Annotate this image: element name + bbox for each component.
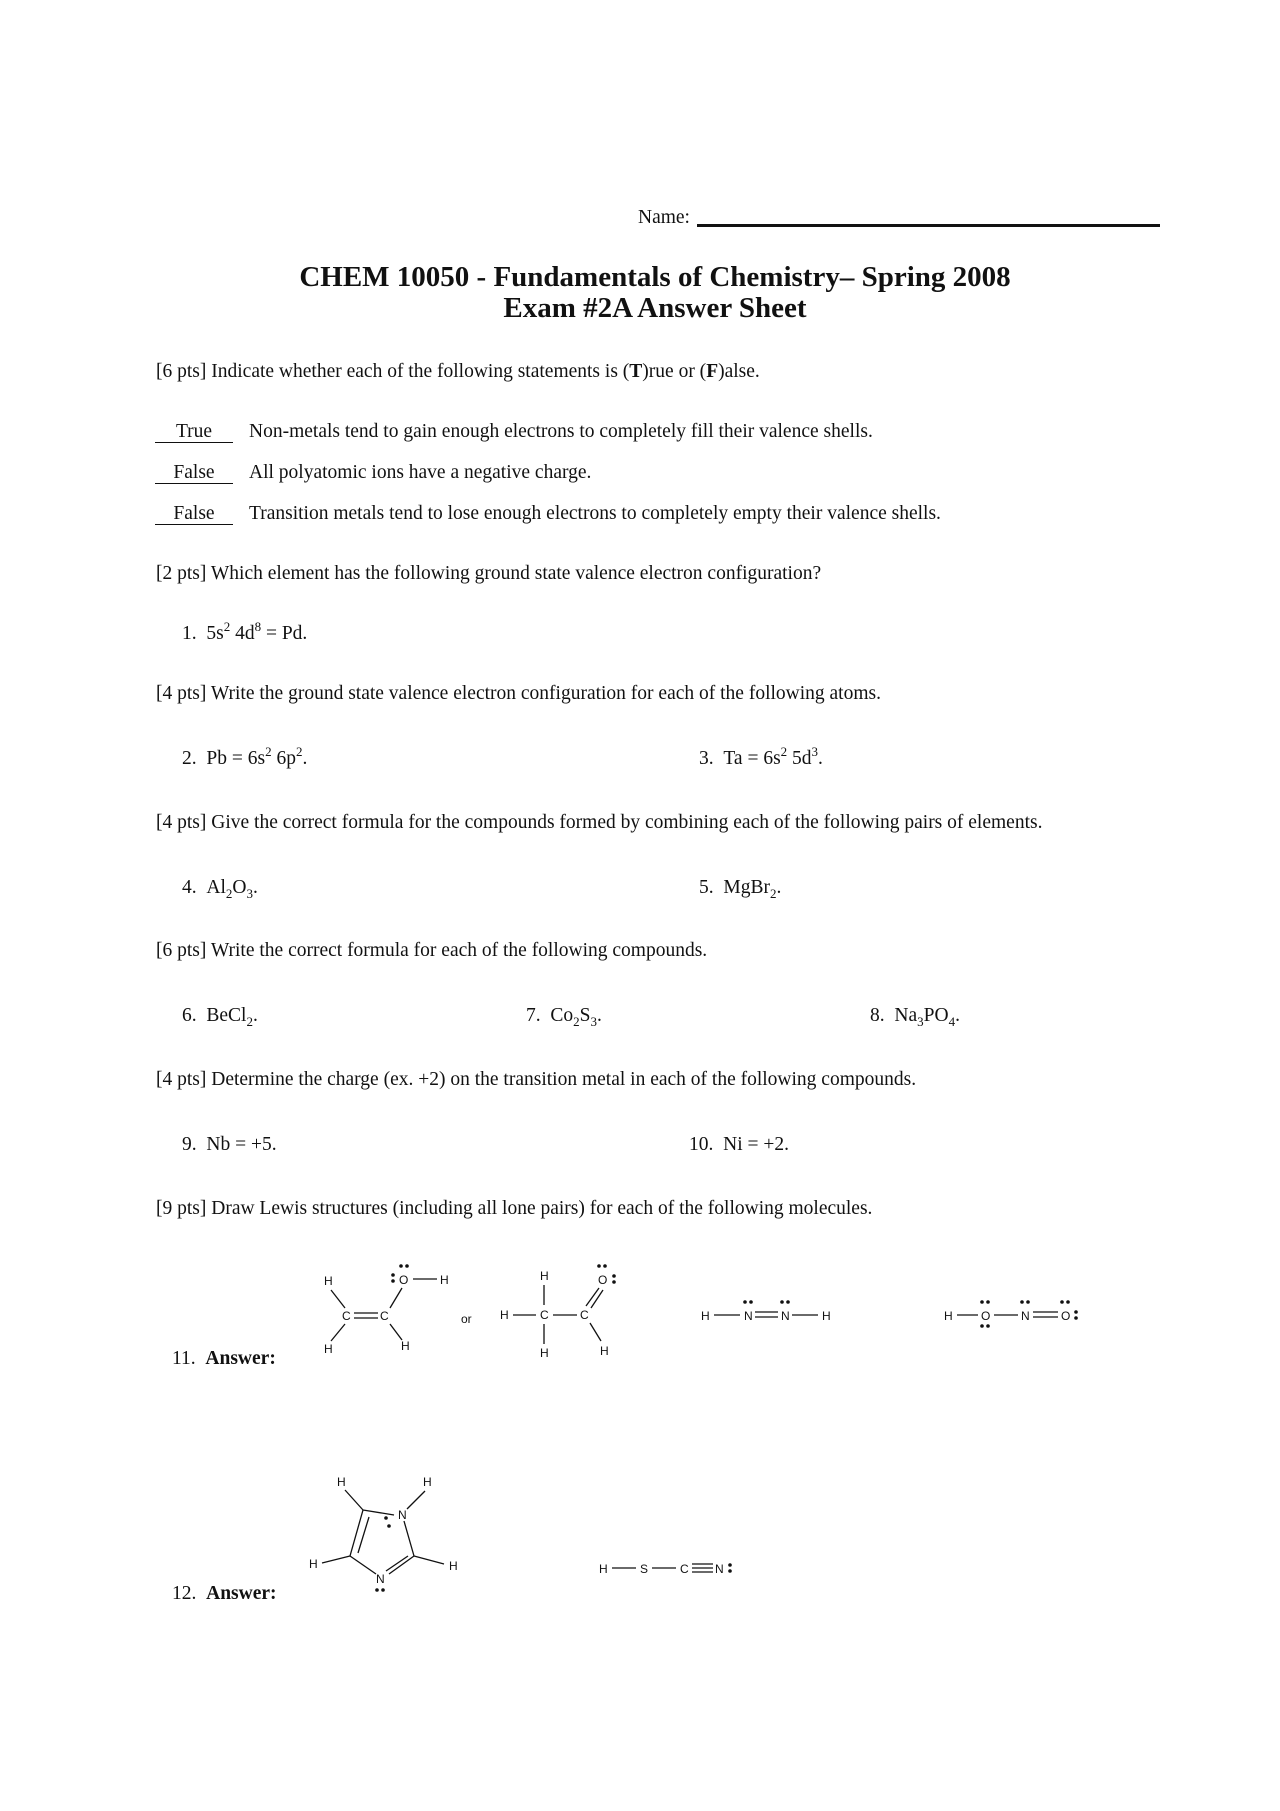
lewis-imidazole — [309, 1475, 458, 1592]
exam-title: CHEM 10050 - Fundamentals of Chemistry– Spring 2008 — [299, 261, 1011, 293]
q12-label: 12. Answer: — [172, 1583, 277, 1604]
tf-statement-1: Non-metals tend to gain enough electrons to completely fill their valence shells. — [249, 421, 873, 442]
tf-statement-3: Transition metals tend to lose enough electrons to completely empty their valence shells. — [249, 503, 941, 524]
lewis-diazene — [701, 1300, 831, 1323]
atom-label: H — [449, 1559, 458, 1573]
answer-5: 5. MgBr$_2$. — [699, 877, 782, 901]
answer-6: 6. BeCl$_2$. — [182, 1005, 258, 1029]
atom-label: H — [324, 1342, 333, 1356]
tf-answer-3[interactable]: False — [155, 503, 233, 525]
atom-label: H — [440, 1273, 449, 1287]
answer-3: 3. $Ta = 6s^2$ $5d^3$. — [699, 744, 823, 769]
answer-4: 4. $Al_2O_3$. — [182, 877, 258, 901]
atom-label: C — [580, 1308, 589, 1322]
atom-label: O — [399, 1273, 409, 1287]
atom-label: H — [324, 1274, 333, 1288]
charge-prompt: [4 pts] Determine the charge (ex. +2) on the transition metal in each of the following compounds. — [156, 1069, 917, 1090]
atom-label: N — [781, 1309, 790, 1323]
atom-label: H — [540, 1346, 549, 1360]
atom-label: O — [981, 1309, 991, 1323]
atom-label: H — [599, 1562, 608, 1576]
atom-label: N — [376, 1572, 385, 1586]
atom-label: O — [1061, 1309, 1071, 1323]
tf-statement-2: All polyatomic ions have a negative charge. — [249, 462, 592, 483]
lewis-thiocyanic-acid — [599, 1562, 732, 1576]
atom-label: N — [398, 1508, 407, 1522]
answer-7: 7. $Co_2S_3$. — [526, 1005, 602, 1029]
atom-label: H — [500, 1308, 509, 1322]
atom-label: H — [401, 1339, 410, 1353]
atom-label: H — [701, 1309, 710, 1323]
atom-label: N — [744, 1309, 753, 1323]
answer-2: 2. $Pb = 6s^2$ $6p^2$. — [182, 744, 308, 769]
lewis-prompt: [9 pts] Draw Lewis structures (including all lone pairs) for each of the following molecules. — [156, 1198, 873, 1219]
tf-answer-2[interactable]: False — [155, 462, 233, 484]
atom-label: S — [640, 1562, 649, 1576]
atom-label: H — [600, 1344, 609, 1358]
or-label: or — [461, 1312, 472, 1326]
answer-10: 10. Ni = +2. — [689, 1134, 789, 1155]
element-prompt: [2 pts] Which element has the following ground state valence electron configuration? — [156, 563, 822, 584]
answer-8: 8. $Na_3PO_4$. — [870, 1005, 960, 1029]
lewis-acetaldehyde — [500, 1264, 616, 1360]
atom-label: H — [423, 1475, 432, 1489]
formula-pairs-prompt: [4 pts] Give the correct formula for the compounds formed by combining each of the following pairs of elements. — [156, 812, 1043, 833]
atom-label: H — [337, 1475, 346, 1489]
atom-label: C — [380, 1309, 389, 1323]
config-prompt: [4 pts] Write the ground state valence electron configuration for each of the following atoms. — [156, 683, 881, 704]
atom-label: H — [822, 1309, 831, 1323]
lewis-enol — [324, 1264, 449, 1356]
atom-label: N — [1021, 1309, 1030, 1323]
q11-label: 11. Answer: — [172, 1348, 276, 1369]
name-label: Name: — [638, 207, 690, 228]
answer-1: 1. $5s^2$ $4d^8 = Pd$. — [182, 619, 308, 644]
tf-answer-1[interactable]: True — [155, 421, 233, 443]
atom-label: H — [944, 1309, 953, 1323]
atom-label: N — [715, 1562, 724, 1576]
lewis-nitrous-acid — [944, 1300, 1078, 1328]
exam-subtitle: Exam #2A Answer Sheet — [503, 292, 807, 324]
answer-9: 9. Nb = +5. — [182, 1134, 277, 1155]
atom-label: C — [540, 1308, 549, 1322]
atom-label: C — [680, 1562, 689, 1576]
atom-label: O — [598, 1273, 608, 1287]
atom-label: H — [309, 1557, 318, 1571]
atom-label: C — [342, 1309, 351, 1323]
atom-label: H — [540, 1269, 549, 1283]
compound-prompt: [6 pts] Write the correct formula for each of the following compounds. — [156, 940, 708, 961]
tf-prompt: [6 pts] Indicate whether each of the following statements is (T)rue or (F)alse. — [156, 361, 760, 382]
